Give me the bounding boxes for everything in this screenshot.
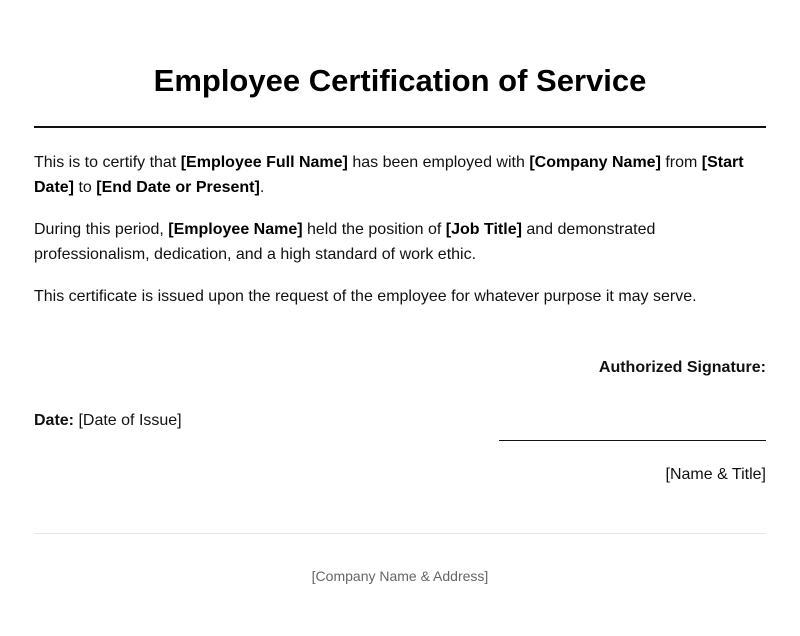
company-name-placeholder: [Company Name] xyxy=(529,154,661,171)
date-value: [Date of Issue] xyxy=(74,412,182,429)
date-of-issue xyxy=(34,410,182,432)
paragraph-position xyxy=(34,217,766,267)
end-date-placeholder: [End Date or Present] xyxy=(96,179,260,196)
paragraph-purpose: This certificate is issued upon the request of the employee for whatever purpose it may serve. xyxy=(34,288,697,305)
paragraph1-text-5: . xyxy=(259,179,265,196)
date-label: Date: xyxy=(34,412,75,429)
paragraph1-text-4: to xyxy=(74,179,97,196)
title-divider xyxy=(34,126,766,128)
authorized-signature-label: Authorized Signature: xyxy=(598,359,766,376)
signatory-name-title: [Name & Title] xyxy=(665,466,766,483)
paragraph1-text-1: This is to certify that xyxy=(34,154,181,171)
certificate-body xyxy=(34,150,766,326)
paragraph-employment xyxy=(34,150,766,200)
employee-full-name-placeholder: [Employee Full Name] xyxy=(180,154,348,171)
paragraph2-text-3: and demonstrated professionalism, dedication, and a high standard of work ethic. xyxy=(34,221,656,263)
paragraph1-text-2: has been employed with xyxy=(347,154,530,171)
paragraph1-text-3: from xyxy=(660,154,702,171)
paragraph2-text-2: held the position of xyxy=(302,221,446,238)
footer-divider xyxy=(34,533,766,534)
document-title: Employee Certification of Service xyxy=(153,63,647,98)
paragraph2-text-1: During this period, xyxy=(34,221,169,238)
job-title-placeholder: [Job Title] xyxy=(445,221,522,238)
employee-name-placeholder: [Employee Name] xyxy=(168,221,303,238)
signature-line xyxy=(499,440,766,441)
footer-company-address: [Company Name & Address] xyxy=(311,568,489,584)
start-date-placeholder: [Start Date] xyxy=(34,154,744,196)
